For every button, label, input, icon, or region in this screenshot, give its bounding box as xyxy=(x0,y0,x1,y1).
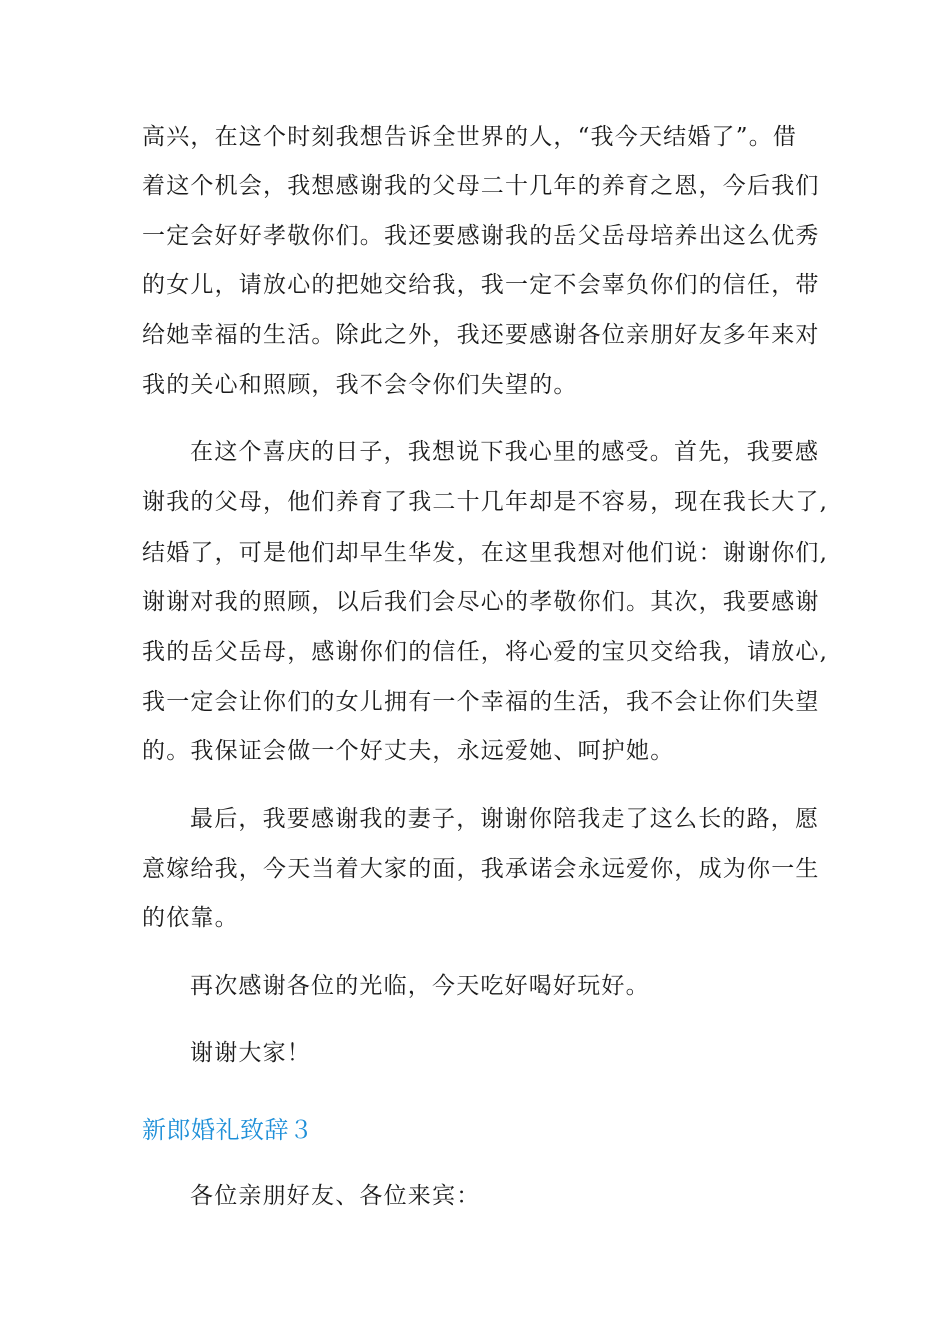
paragraph-1-line: 高兴，在这个时刻我想告诉全世界的人，“我今天结婚了”。借 xyxy=(142,124,798,150)
paragraph-2-line: 的。我保证会做一个好丈夫，永远爱她、呵护她。 xyxy=(142,738,675,764)
paragraph-1-line: 着这个机会，我想感谢我的父母二十几年的养育之恩，今后我们 xyxy=(142,173,820,199)
paragraph-2-line: 结婚了，可是他们却早生华发，在这里我想对他们说：谢谢你们, xyxy=(142,540,829,566)
paragraph-1-line: 我的关心和照顾，我不会令你们失望的。 xyxy=(142,372,578,398)
paragraph-2-line: 在这个喜庆的日子，我想说下我心里的感受。首先，我要感 xyxy=(190,439,820,465)
paragraph-1-line: 给她幸福的生活。除此之外，我还要感谢各位亲朋好友多年来对 xyxy=(142,322,820,348)
paragraph-2-line: 我一定会让你们的女儿拥有一个幸福的生活，我不会让你们失望 xyxy=(142,689,820,715)
paragraph-2-line: 谢谢对我的照顾，以后我们会尽心的孝敬你们。其次，我要感谢 xyxy=(142,589,820,615)
paragraph-2-line: 我的岳父岳母，感谢你们的信任，将心爱的宝贝交给我，请放心, xyxy=(142,639,829,665)
paragraph-6-line: 各位亲朋好友、各位来宾： xyxy=(190,1183,481,1209)
paragraph-5-line: 谢谢大家！ xyxy=(190,1040,311,1066)
paragraph-3-line: 意嫁给我，今天当着大家的面，我承诺会永远爱你，成为你一生 xyxy=(142,856,820,882)
paragraph-3-line: 的依靠。 xyxy=(142,905,239,931)
paragraph-1-line: 的女儿，请放心的把她交给我，我一定不会辜负你们的信任，带 xyxy=(142,272,820,298)
paragraph-1-line: 一定会好好孝敬你们。我还要感谢我的岳父岳母培养出这么优秀 xyxy=(142,223,820,249)
paragraph-2-line: 谢我的父母，他们养育了我二十几年却是不容易，现在我长大了, xyxy=(142,489,829,515)
section-heading: 新郎婚礼致辞３ xyxy=(142,1116,314,1144)
paragraph-4-line: 再次感谢各位的光临，今天吃好喝好玩好。 xyxy=(190,973,650,999)
paragraph-3-line: 最后，我要感谢我的妻子，谢谢你陪我走了这么长的路，愿 xyxy=(190,806,820,832)
